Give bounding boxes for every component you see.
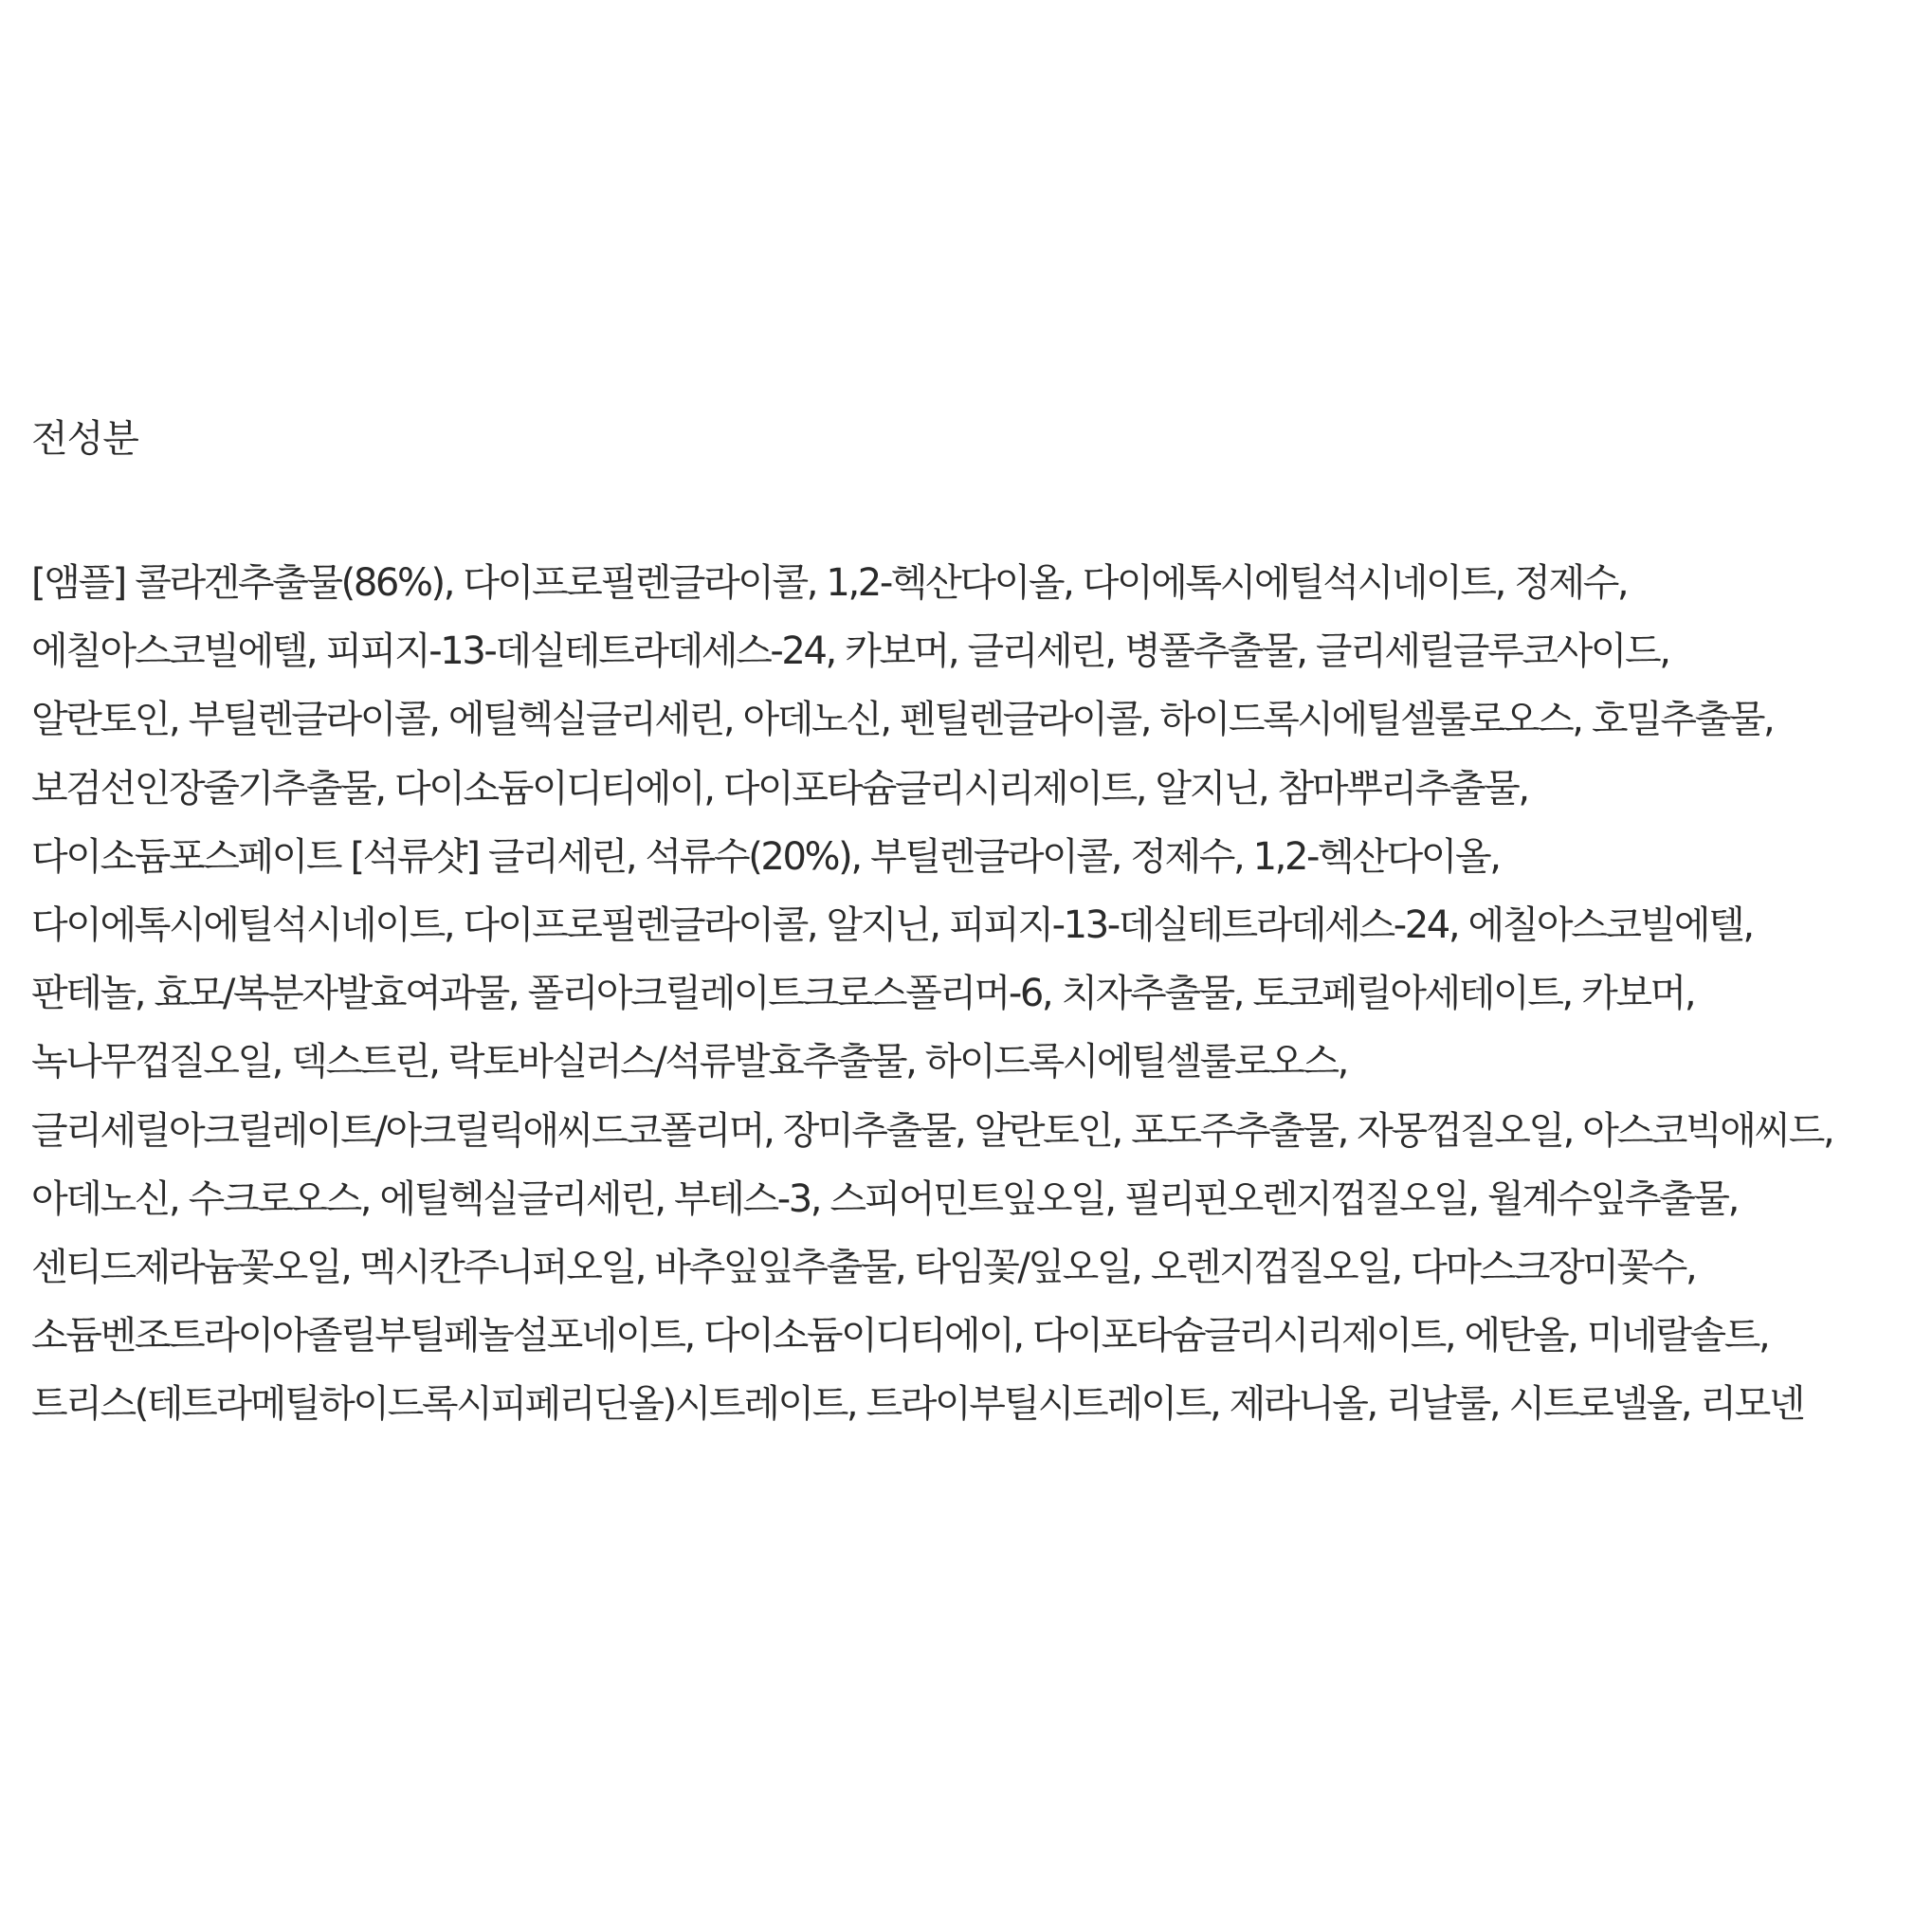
ingredient-line: 판테놀, 효모/복분자발효여과물, 폴리아크릴레이트크로스폴리머-6, 치자추출물, 토코페릴아세테이트, 카보머, — [31, 972, 1695, 1016]
ingredient-line: 센티드제라늄꽃오일, 멕시칸주니퍼오일, 바추잎잎추출물, 타임꽃/잎오일, 오렌지껍질오일, 다마스크장미꽃수, — [31, 1245, 1696, 1289]
ingredient-line: 소듐벤조트라이아졸릴부틸페놀설포네이트, 다이소듐이디티에이, 다이포타슘글리시리제이트, 에탄올, 미네랄솔트, — [31, 1314, 1769, 1358]
ingredient-line: 아데노신, 수크로오스, 에틸헥실글리세린, 부테스-3, 스피어민트잎오일, 필리핀오렌지껍질오일, 월계수잎추출물, — [31, 1176, 1738, 1221]
ingredient-line: 에칠아스코빌에텔, 피피지-13-데실테트라데세스-24, 카보머, 글리세린, 병풀추출물, 글리세릴글루코사이드, — [31, 629, 1669, 674]
ingredient-line: 다이에톡시에틸석시네이트, 다이프로필렌글라이콜, 알지닌, 피피지-13-데실테트라데세스-24, 에칠아스코빌에텔, — [31, 902, 1753, 947]
ingredient-line: [앰플] 콜라겐추출물(86%), 다이프로필렌글라이콜, 1,2-헥산다이올, 다이에톡시에틸석시네이트, 정제수, — [31, 561, 1628, 605]
ingredient-line: 다이소듐포스페이트 [석류샷] 글리세린, 석류수(20%), 부틸렌글라이콜, 정제수, 1,2-헥산다이올, — [31, 834, 1500, 879]
ingredient-line: 알란토인, 부틸렌글라이콜, 에틸헥실글리세린, 아데노신, 펜틸렌글라이콜, 하이드록시에틸셀룰로오스, 호밀추출물, — [31, 698, 1774, 742]
section-heading: 전성분 — [31, 417, 138, 461]
ingredient-line: 글리세릴아크릴레이트/아크릴릭애씨드코폴리머, 장미추출물, 알란토인, 포도주추출물, 자몽껍질오일, 아스코빅애씨드, — [31, 1108, 1833, 1153]
ingredient-list — [31, 559, 1927, 1449]
ingredient-line: 보검선인장줄기추출물, 다이소듐이디티에이, 다이포타슘글리시리제이트, 알지닌, 참마뿌리추출물, — [31, 766, 1528, 811]
ingredient-line: 녹나무껍질오일, 덱스트린, 락토바실러스/석류발효추출물, 하이드록시에틸셀룰로오스, — [31, 1040, 1347, 1084]
ingredient-line: 트리스(테트라메틸하이드록시피페리딘올)시트레이트, 트라이부틸시트레이트, 제라니올, 리날룰, 시트로넬올, 리모넨 — [31, 1382, 1804, 1427]
